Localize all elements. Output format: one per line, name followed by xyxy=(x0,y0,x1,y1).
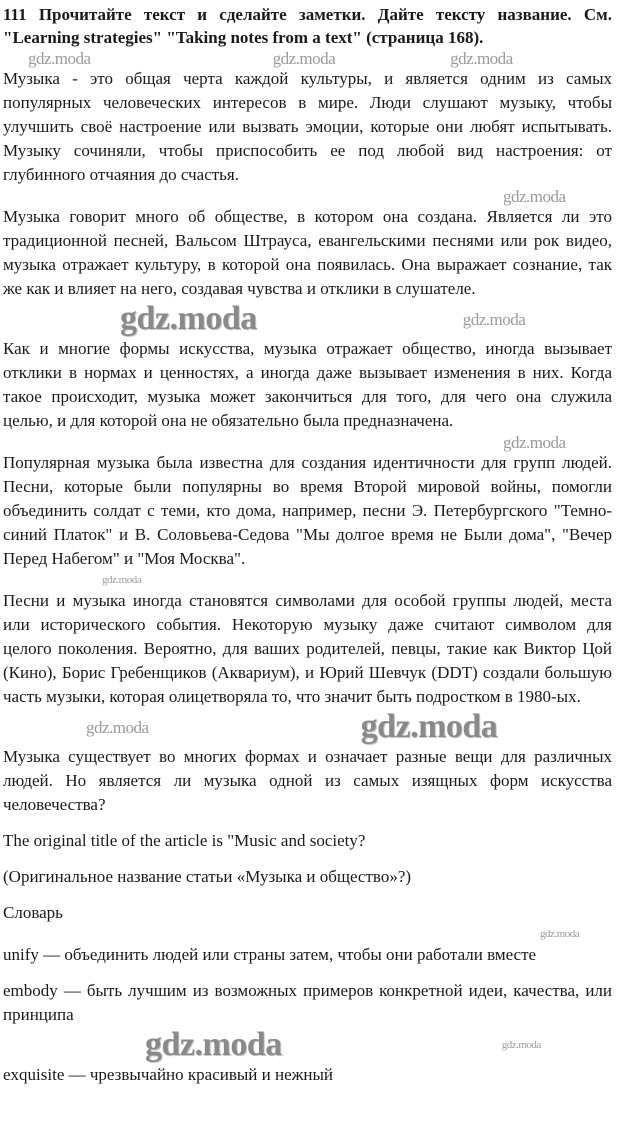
vocab-embody: embody — быть лучшим из возможных примеров конкретной идеи, качества, или принципа xyxy=(3,981,612,1024)
watermark: gdz.moda xyxy=(540,927,580,940)
vocab-unify: unify — объединить людей или страны затем, чтобы они работали вместе xyxy=(3,945,537,964)
original-title-ru: (Оригинальное название статьи «Музыка и общество»?) xyxy=(3,867,412,886)
watermark: gdz.moda xyxy=(462,309,526,329)
watermark: gdz.moda xyxy=(503,186,566,206)
paragraph-3: Как и многие формы искусства, музыка отражает общество, иногда вызывает отклики в нормах и ценностях, а иногда даже вызывает изменения в них. Когда такое происходит, музыка может закончиться для того, для чего она служила целью, и для которой она не обязательно была предназначена. xyxy=(3,339,612,430)
watermark-row xyxy=(3,49,612,67)
watermark: gdz.moda xyxy=(272,48,336,68)
watermark-large: gdz.moda xyxy=(145,1026,282,1063)
watermark-large: gdz.moda xyxy=(120,300,257,337)
watermark-row xyxy=(3,1027,612,1063)
original-title-en: The original title of the article is "Music and society? xyxy=(3,831,366,850)
watermark-large: gdz.moda xyxy=(360,708,498,745)
watermark: gdz.moda xyxy=(102,573,142,586)
watermark-row xyxy=(3,571,612,589)
paragraph-1: Музыка - это общая черта каждой культуры, и является одним из самых популярных человеческих интересов в мире. Люди слушают музыку, чтобы улучшить своё настроение или вызвать эмоции, которые они любят испытывать. Музыку сочиняли, чтобы приспособить ее под любой вид настроения: от глубинного отчаяния до счастья. xyxy=(3,69,612,184)
watermark-row xyxy=(3,433,612,451)
watermark: gdz.moda xyxy=(86,717,149,737)
watermark-row xyxy=(3,709,612,745)
watermark-row xyxy=(3,301,612,337)
watermark: gdz.moda xyxy=(28,48,91,68)
watermark: gdz.moda xyxy=(450,48,513,68)
paragraph-4: Популярная музыка была известна для создания идентичности для групп людей. Песни, которые были популярны во время Второй мировой войны, помогли объединить солдат с теми, кто дома, например, песни Э. Петербургского "Темно-синий Платок" и В. Соловьева-Седова "Мы долгое время не Были дома", "Вечер Перед Набегом" и "Моя Москва". xyxy=(3,453,612,568)
paragraph-6: Музыка существует во многих формах и означает разные вещи для различных людей. Но является ли музыка одной из самых изящных форм искусства человечества? xyxy=(3,747,612,814)
watermark: gdz.moda xyxy=(503,432,566,452)
watermark-row xyxy=(3,925,612,943)
paragraph-2: Музыка говорит много об обществе, в котором она создана. Является ли это традиционной песней, Вальсом Штрауса, евангельскими песнями или рок видео, музыка отражает культуру, в которой она появилась. Она выражает сознание, так же как и влияет на него, создавая чувства и отклики в слушателе. xyxy=(3,207,612,298)
watermark: gdz.moda xyxy=(501,1038,541,1051)
watermark-row xyxy=(3,187,612,205)
vocab-exquisite: exquisite — чрезвычайно красивый и нежный xyxy=(3,1065,333,1084)
paragraph-5: Песни и музыка иногда становятся символами для особой группы людей, места или исторического события. Некоторую музыку даже считают символом для целого поколения. Вероятно, для ваших родителей, певцы, такие как Виктор Цой (Кино), Борис Гребенщиков (Аквариум), и Юрий Шевчук (DDT) создали большую часть музыки, которая олицетворяла то, что значит быть подростком в 1980-ых. xyxy=(3,591,612,706)
vocabulary-heading: Словарь xyxy=(3,903,63,922)
exercise-title: 111 Прочитайте текст и сделайте заметки. Дайте тексту название. См. "Learning strategies" "Taking notes from a text" (страница 168). xyxy=(3,5,612,47)
